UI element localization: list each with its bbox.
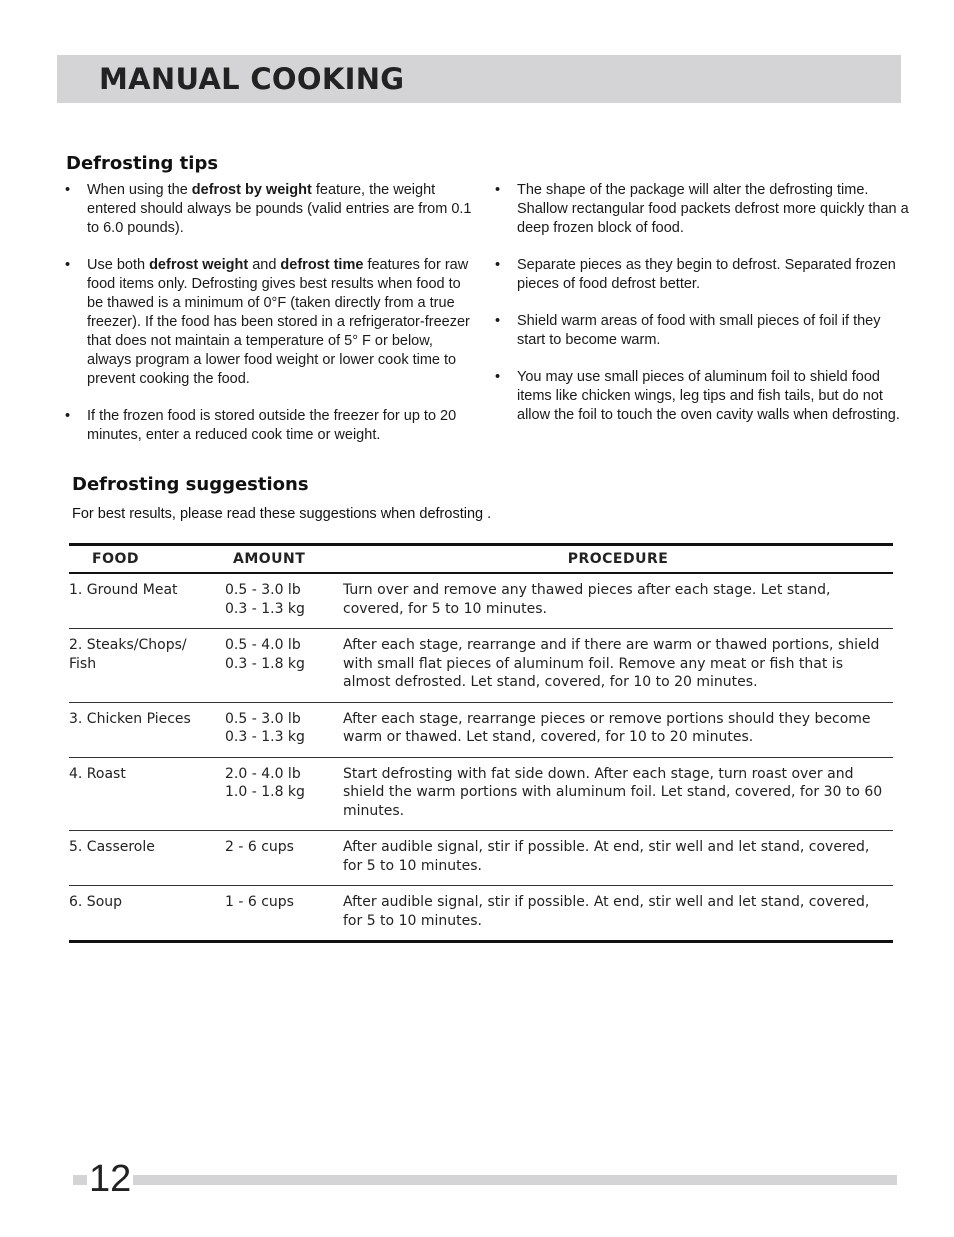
tip-emphasis: defrost weight bbox=[149, 257, 249, 273]
tips-heading: Defrosting tips bbox=[66, 153, 219, 174]
bullet-icon: • bbox=[495, 313, 501, 329]
procedure-cell: After audible signal, stir if possible. At end, stir well and let stand, covered, for 5 to 10 minutes. bbox=[343, 831, 893, 886]
defrosting-table bbox=[69, 543, 893, 943]
column-header-amount: AMOUNT bbox=[225, 545, 343, 574]
amount-cell bbox=[225, 702, 343, 757]
amount-value: 0.5 - 3.0 lb bbox=[225, 582, 301, 598]
bullet-icon: • bbox=[65, 182, 71, 198]
table-row bbox=[69, 702, 893, 757]
food-cell: 5. Casserole bbox=[69, 831, 225, 886]
food-cell: 4. Roast bbox=[69, 757, 225, 831]
tip-item bbox=[65, 181, 479, 238]
tips-right-column bbox=[495, 181, 909, 443]
tip-text: and bbox=[248, 257, 281, 273]
column-header-food: FOOD bbox=[69, 545, 225, 574]
amount-value: 0.5 - 4.0 lb bbox=[225, 637, 301, 653]
amount-value: 1.0 - 1.8 kg bbox=[225, 784, 305, 800]
bullet-icon: • bbox=[495, 369, 501, 385]
tip-text: You may use small pieces of aluminum foil to shield food items like chicken wings, leg tips and fish tails, but do not allow the foil to touch the oven cavity walls when defrosting. bbox=[517, 369, 900, 423]
tip-emphasis: defrost by weight bbox=[191, 182, 312, 198]
bullet-icon: • bbox=[495, 257, 501, 273]
procedure-cell: After audible signal, stir if possible. At end, stir well and let stand, covered, for 5 to 10 minutes. bbox=[343, 894, 870, 929]
tip-item bbox=[495, 368, 909, 425]
amount-value: 0.3 - 1.3 kg bbox=[225, 600, 305, 617]
table-header-row bbox=[69, 545, 893, 574]
tip-text: Shield warm areas of food with small pieces of foil if they start to become warm. bbox=[517, 313, 881, 348]
table-row bbox=[69, 573, 893, 629]
table-row bbox=[69, 831, 893, 886]
procedure-cell: After each stage, rearrange and if there are warm or thawed portions, shield with small flat pieces of aluminum foil. Remove any meat or fish that is almost defrosted. Let stand, covered, for 10 to 20 minutes. bbox=[343, 629, 893, 703]
amount-value: 2 - 6 cups bbox=[225, 839, 294, 855]
amount-cell bbox=[225, 886, 343, 942]
tips-left-column bbox=[65, 181, 479, 463]
tip-text: feature, the weight entered should always be pounds (valid entries are from 0.1 to 6.0 pounds). bbox=[87, 182, 472, 236]
amount-cell bbox=[225, 629, 343, 703]
page-title: MANUAL COOKING bbox=[99, 62, 405, 96]
tip-text: Use both bbox=[87, 257, 150, 273]
amount-value: 1 - 6 cups bbox=[225, 894, 294, 910]
bullet-icon: • bbox=[495, 182, 501, 198]
procedure-cell: Turn over and remove any thawed pieces after each stage. Let stand, covered, for 5 to 10 minutes. bbox=[343, 573, 893, 629]
amount-value: 0.3 - 1.3 kg bbox=[225, 729, 305, 745]
tip-text: The shape of the package will alter the defrosting time. Shallow rectangular food packets defrost more quickly than a deep frozen block of food. bbox=[517, 182, 909, 236]
bullet-icon: • bbox=[65, 257, 71, 273]
amount-cell bbox=[225, 573, 343, 629]
amount-cell bbox=[225, 831, 343, 886]
table-row bbox=[69, 886, 893, 942]
footer-bar bbox=[73, 1175, 897, 1185]
tip-text: When using the bbox=[87, 182, 192, 198]
amount-value: 2.0 - 4.0 lb bbox=[225, 765, 301, 782]
tip-text: If the frozen food is stored outside the freezer for up to 20 minutes, enter a reduced cook time or weight. bbox=[87, 408, 457, 443]
suggestions-heading: Defrosting suggestions bbox=[72, 474, 309, 495]
tip-text: features for raw food items only. Defrosting gives best results when food to be thawed is a minimum of 0°F (taken directly from a true freezer). If the food has been stored in a refrigerator-freezer that does not maintain a temperature of 5° F or below, always program a lower food weight or lower cook time to prevent cooking the food. bbox=[87, 257, 470, 387]
bullet-icon: • bbox=[65, 408, 71, 424]
table-row bbox=[69, 757, 893, 831]
tip-item bbox=[65, 407, 479, 445]
procedure-cell: After each stage, rearrange pieces or remove portions should they become warm or thawed. Let stand, covered, for 10 to 20 minutes. bbox=[343, 702, 893, 757]
suggestions-intro: For best results, please read these suggestions when defrosting . bbox=[72, 506, 492, 522]
amount-value: 0.3 - 1.8 kg bbox=[225, 655, 305, 672]
tip-item bbox=[495, 181, 909, 238]
food-cell: 6. Soup bbox=[69, 894, 123, 910]
table-row bbox=[69, 629, 893, 703]
page-number: 12 bbox=[89, 1158, 132, 1200]
column-header-procedure: PROCEDURE bbox=[343, 545, 893, 574]
tip-item bbox=[65, 256, 479, 389]
procedure-cell: Start defrosting with fat side down. After each stage, turn roast over and shield the warm portions with aluminum foil. Let stand, covered, for 30 to 60 minutes. bbox=[343, 757, 893, 831]
tip-item bbox=[495, 312, 909, 350]
food-cell: 3. Chicken Pieces bbox=[69, 702, 225, 757]
food-cell: 2. Steaks/Chops/ Fish bbox=[69, 629, 225, 703]
food-cell: 1. Ground Meat bbox=[69, 573, 225, 629]
tip-emphasis: defrost time bbox=[280, 257, 364, 273]
amount-cell bbox=[225, 757, 343, 831]
tip-item bbox=[495, 256, 909, 294]
amount-value: 0.5 - 3.0 lb bbox=[225, 710, 301, 727]
page-header bbox=[57, 55, 901, 103]
tip-text: Separate pieces as they begin to defrost. Separated frozen pieces of food defrost better. bbox=[517, 257, 896, 292]
